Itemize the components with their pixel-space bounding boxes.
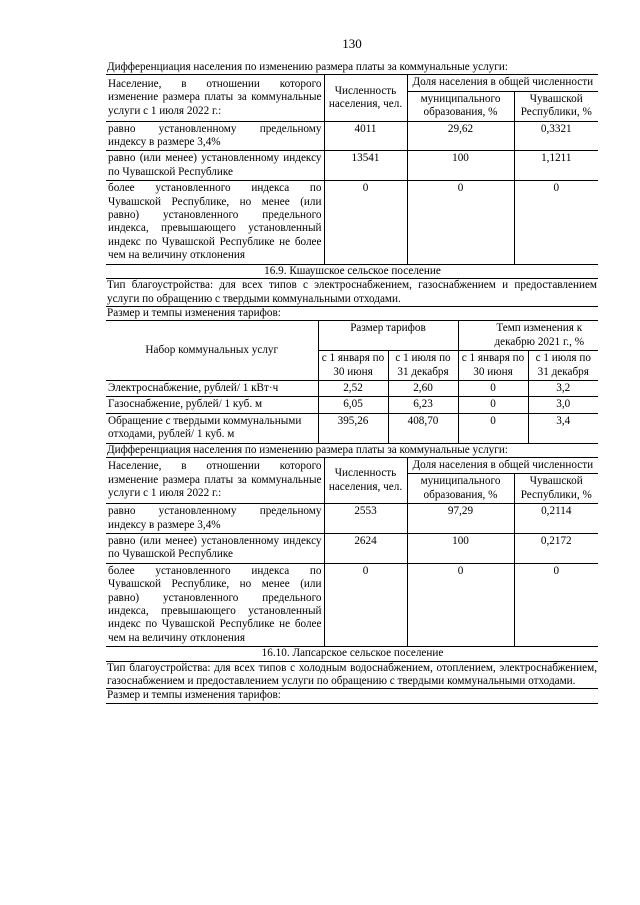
tariff-title: Размер и темпы изменения тарифов: [106,689,598,703]
tariff-header-rate: Темп изменения к декабрю 2021 г., % [458,321,598,350]
diff-header-count: Численность населения, чел. [324,75,407,121]
table-row: равно (или менее) установленному индексу по Чувашской Республике 2624 100 0,2172 [106,534,598,564]
diff-header-republic: Чувашской Республики, % [514,91,598,121]
page-number: 130 [342,36,362,51]
diff-header-population: Население, в отношении которого изменение размера платы за коммунальные услуги с 1 июля 2022 г.: [106,75,324,121]
diff-title: Дифференциация населения по изменению размера платы за коммунальные услуги: [106,61,598,75]
diff-header-share: Доля населения в общей численности [407,75,598,91]
table-row: более установленного индекса по Чувашской Республике, но менее (или равно) установленного предельного индекса, превышающего установленный индекс по Чувашской Республике не более чем на величину отклонения 0 0 0 [106,563,598,646]
tariff-header-period: с 1 января по 30 июня [318,351,388,381]
diff-header-population: Население, в отношении которого изменение размера платы за коммунальные услуги с 1 июля 2022 г.: [106,458,324,504]
improvement-type: Тип благоустройства: для всех типов с холодным водоснабжением, отоплением, электроснабжением, газоснабжением и предоставлением услуги по обращению с твердыми коммунальными отходами. [106,662,598,690]
section-heading: 16.9. Кшаушское сельское поселение [106,265,598,279]
tariff-header-service: Набор коммунальных услуг [106,321,318,380]
tariff-table [106,321,598,443]
table-row: более установленного индекса по Чувашской Республике, но менее (или равно) установленного предельного индекса, превышающего установленный индекс по Чувашской Республике не более чем на величину отклонения 0 0 0 [106,181,598,264]
tariff-header-size: Размер тарифов [318,321,458,350]
table-row: Электроснабжение, рублей/ 1 кВт·ч 2,52 2,60 0 3,2 [106,380,598,396]
section-heading: 16.10. Лапсарское сельское поселение [106,647,598,661]
table-row: равно установленному предельному индексу в размере 3,4% 2553 97,29 0,2114 [106,504,598,534]
diff-header-muni: муниципального образования, % [407,474,514,504]
diff-header-share: Доля населения в общей численности [407,458,598,474]
diff-header-muni: муниципального образования, % [407,91,514,121]
diff-header-count: Численность населения, чел. [324,458,407,504]
table-row: Обращение с твердыми коммунальными отходами, рублей/ 1 куб. м 395,26 408,70 0 3,4 [106,413,598,443]
tariff-header-period: с 1 января по 30 июня [458,351,528,381]
tariff-header-period: с 1 июля по 31 декабря [528,351,598,381]
table-row: равно установленному предельному индексу в размере 3,4% 4011 29,62 0,3321 [106,121,598,151]
diff-title: Дифференциация населения по изменению размера платы за коммунальные услуги: [106,444,598,458]
table-row: равно (или менее) установленному индексу по Чувашской Республике 13541 100 1,1211 [106,151,598,181]
document-content [106,61,598,704]
table-row: Газоснабжение, рублей/ 1 куб. м 6,05 6,23 0 3,0 [106,397,598,413]
diff-table [106,75,598,264]
diff-header-republic: Чувашской Республики, % [514,474,598,504]
diff-table [106,458,598,647]
tariff-header-period: с 1 июля по 31 декабря [388,351,458,381]
tariff-title: Размер и темпы изменения тарифов: [106,307,598,321]
improvement-type: Тип благоустройства: для всех типов с электроснабжением, газоснабжением и предоставлением услуги по обращению с твердыми коммунальными отходами. [106,279,598,307]
